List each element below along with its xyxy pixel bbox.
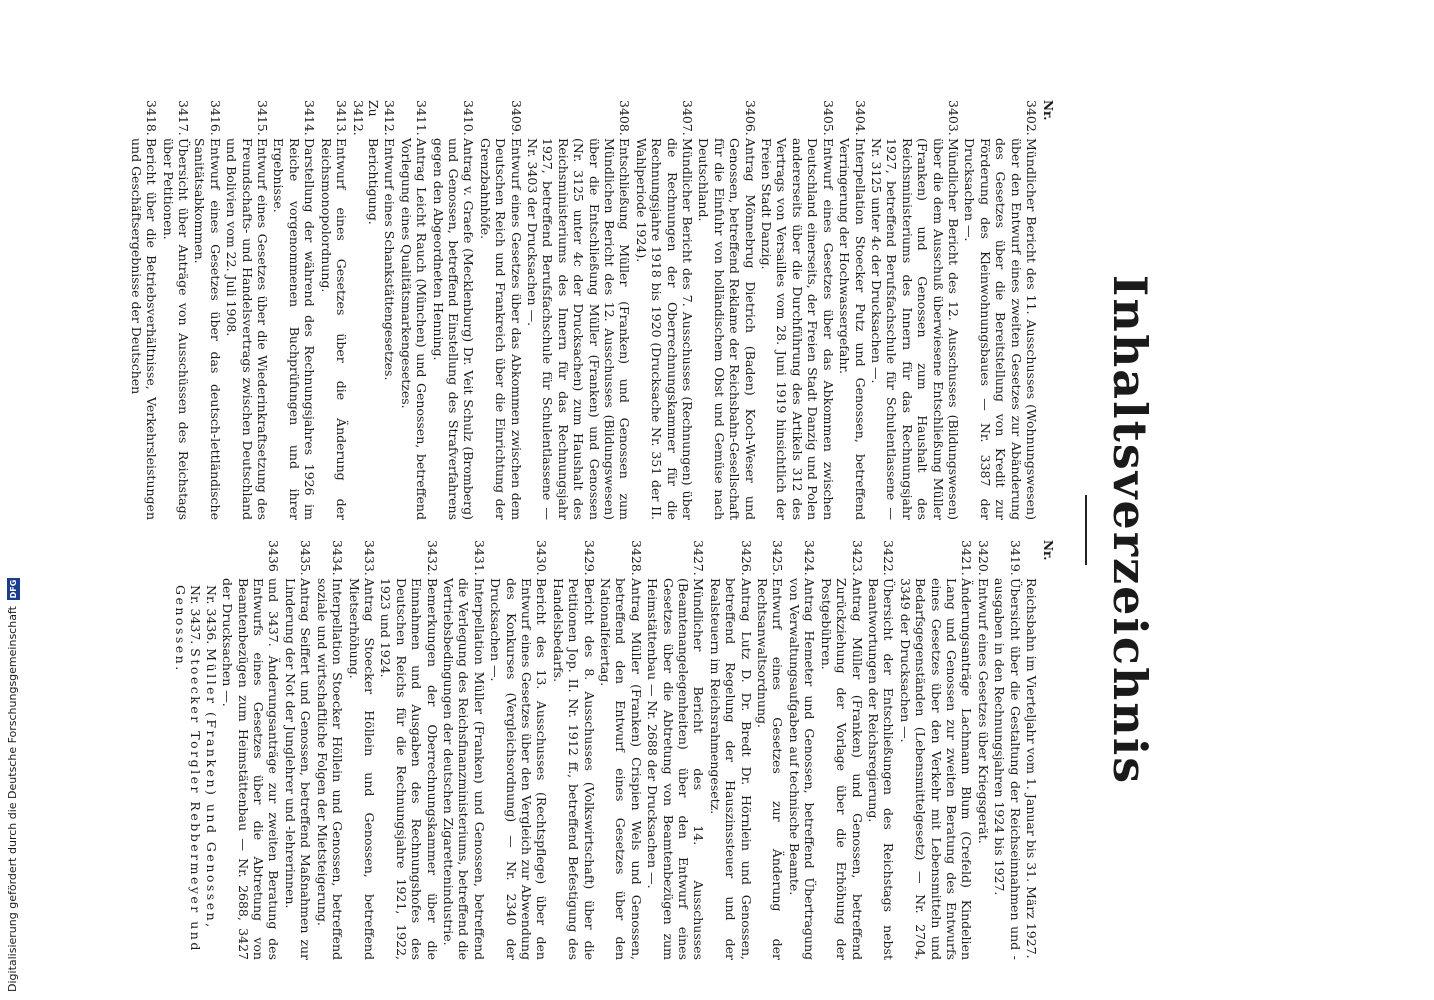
entry-number: 3404. — [852, 100, 868, 136]
entry-number: 3426. — [738, 540, 754, 576]
entry-text: Mündlicher Bericht des 12. Ausschusses (Bildungswesen) über die dem Ausschuß überwiesene Entschließung Müller (Franken) und Genossen zum Haushalt des Reichsministeriums des Innern für das Rechnungsjahr 1927, betreffend Berufsfachschule für Schulentlassene — Nr. 3125 unter 4c der Drucksachen —. — [868, 138, 961, 520]
toc-entry — [346, 540, 377, 960]
toc-entry — [897, 540, 974, 960]
entry-text: Mündlicher Bericht des 11. Ausschusses (Wohnungswesen) über den Entwurf eines zweiten Gesetzes zur Abänderung des Gesetzes über die Bereitstellung von Kredit zur Förderung des Kleinwohnungsbaues — Nr. 3387 der Drucksachen —. — [962, 138, 1039, 520]
toc-entry — [430, 100, 476, 520]
entry-number: 3431. — [471, 540, 487, 576]
toc-entry — [837, 100, 868, 520]
entry-text: Darstellung der während des Rechnungsjahres 1926 im Reiche vorgenommenen Buchprüfungen und ihrer Ergebnisse. — [271, 138, 318, 520]
toc-entry — [598, 540, 644, 960]
entry-number: 3414. — [302, 100, 318, 136]
entry-number: 3425. — [770, 540, 786, 576]
entry-number: 3411. — [414, 100, 430, 136]
entry-number: 3428. — [628, 540, 644, 576]
entry-text: Antrag Stoecker Höllein und Genossen, betreffend Mietserhöhung. — [346, 578, 377, 960]
toc-entry — [318, 100, 349, 520]
entry-number: 3434. — [330, 540, 346, 576]
entry-number: 3418. — [144, 100, 160, 136]
entry-number: 3420. — [975, 540, 991, 576]
sub-entry-label: Nr. 3436. — [203, 585, 219, 645]
toc-entry — [759, 100, 836, 520]
toc-entry — [441, 540, 487, 960]
entry-text: Übersicht der Entschließungen des Reichstags nebst Beantwortungen der Reichsregierung. — [865, 578, 897, 960]
title-rule — [1085, 495, 1087, 565]
dfg-logo-icon: DFG — [8, 579, 18, 599]
entry-number: 3405. — [820, 100, 836, 136]
entry-text: Bericht des 8. Ausschusses (Volkswirtschaft) über die Petitionen Jop. II. Nr. 1912 ff., betreffend Befestigung des Handelsbedarfs. — [550, 578, 597, 960]
toc-entry — [869, 100, 961, 520]
toc-entry — [128, 100, 159, 520]
entry-number: 3436 — [266, 540, 282, 572]
page-title: Inhaltsverzeichnis — [1103, 274, 1157, 786]
toc-entry — [271, 100, 317, 520]
sub-entry — [203, 585, 218, 960]
entry-number: 3417. — [176, 100, 192, 136]
entry-text: Reichsbahn im Vierteljahr vom 1. Januar bis 31. März 1927. — [1024, 578, 1039, 959]
toc-entry — [314, 540, 345, 960]
entry-number: 3419. — [1007, 540, 1023, 576]
sub-entry-list — [173, 540, 219, 960]
entry-text: Entwurf eines Gesetzes über das Abkommen zwischen Deutschland einerseits, der Freien Stadt Danzig und Polen andererseits über die Durchführung des Artikels 312 des Vertrags von Versailles vom 28. Juni 1919 hinsichtlich der Freien Stadt Danzig. — [759, 138, 836, 520]
toc-entry — [224, 100, 270, 520]
digitization-footer — [4, 0, 22, 992]
entry-text: Änderungsanträge Lachmann Blum (Crefeld) Kindelien Lang und Genossen zur zweiten Beratung des Entwurfs eines Gesetzes über den Verkehr mit Lebensmitteln und Bedarfsgegenständen (Lebensmittelgesetz) — Nr. 2704, 3349 der Drucksachen —. — [897, 578, 975, 960]
toc-entry — [633, 100, 695, 520]
toc-entry — [160, 100, 191, 520]
entry-number: 3429. — [581, 540, 597, 576]
entry-text: Übersicht über die Gestaltung der Reichseinnahmen und -ausgaben in den Rechnungsjahren 1924 bis 1927. — [992, 578, 1023, 960]
entry-number: 3430. — [534, 540, 550, 576]
entry-text: Antrag Müller (Franken) Crispien Wels und Genossen, betreffend den Entwurf eines Gesetzes über den Nationalfeiertag. — [598, 578, 644, 960]
entry-number: 3427. — [691, 540, 707, 576]
entry-number: 3408. — [617, 100, 633, 136]
toc-entry — [350, 100, 381, 520]
entry-text: Entschließung Müller (Franken) und Genossen zum Mündlichen Bericht des 12. Ausschusses (Bildungswesen) über die Entschließung Müller (Franken) und Genossen (Nr. 3125 unter 4c der Drucksachen) zum Haushalt des Reichsministeriums des Innern für das Rechnungsjahr 1927, betreffend Berufsfachschule für Schulentlassene — Nr. 3403 der Drucksachen —. — [525, 138, 633, 520]
nr-column-header: Nr. — [1041, 540, 1055, 561]
entry-text: Entwurf eines Gesetzes über das Abkommen zwischen dem Deutschen Reich und Frankreich über die Einrichtung der Grenzbahnhöfe. — [477, 138, 524, 520]
sub-entry-names: Stoecker Torgler Rebbermeyer und Genossen. — [173, 585, 204, 953]
entry-text: Antrag Mönnebrug Dietrich (Baden) Koch-Weser und Genossen, betreffend Reklame der Reichsbahn-Gesellschaft für die Einfuhr von holländischem Obst und Gemüse nach Deutschland. — [696, 138, 758, 520]
entry-number: 3415. — [255, 100, 271, 136]
entry-text: Antrag Lutz D. Dr. Bredt Dr. Hörnlein und Genossen, betreffend Regelung der Hauszinssteuer und der Realsteuern im Reichsrahmengesetz. — [707, 578, 754, 960]
document-page — [128, 100, 1165, 960]
entry-text: Entwurf eines Schankstättengesetzes. — [382, 138, 398, 381]
entry-text: Antrag Hemeter und Genossen, betreffend Übertragung von Verwaltungsaufgaben auf technische Beamte. — [786, 578, 818, 960]
toc-entry — [1024, 540, 1039, 960]
sub-entry-names: Müller (Franken) und Genossen, — [203, 648, 219, 930]
entry-number: 3432. — [424, 540, 440, 576]
right-entry-list — [220, 540, 1039, 960]
right-column — [173, 540, 1055, 960]
entry-text: Berichtigung. — [365, 138, 381, 225]
entry-number: 3409. — [508, 100, 524, 136]
entry-number: 3435. — [298, 540, 314, 576]
entry-number: Zu 3412. — [350, 100, 381, 136]
entry-text: Entwurf eines Gesetzes über die Wiederinkraftsetzung des Freundschafts- und Handelsvertrags zwischen Deutschland und Bolivien vom 22. Juli 1908. — [224, 138, 271, 520]
entry-number: 3406. — [742, 100, 758, 136]
toc-entry — [283, 540, 314, 960]
toc-entry — [477, 100, 523, 520]
entry-text: Entwurf eines Gesetzes zur Änderung der Rechtsanwaltsordnung. — [755, 578, 786, 960]
entry-number — [1024, 540, 1039, 578]
entry-number: 3423. — [849, 540, 865, 576]
entry-number: 3422. — [881, 540, 897, 576]
entry-number: 3424. — [802, 540, 818, 576]
entry-number: 3421. — [959, 540, 975, 576]
left-column — [127, 100, 1055, 520]
entry-text: Interpellation Stoecker Putz und Genossen, betreffend Verringerung der Hochwassergefahr. — [837, 138, 868, 520]
entry-text: Bericht über die Betriebsverhältnisse, Verkehrsleistungen und Geschäftsergebnisse der Deutschen — [128, 138, 160, 520]
entry-text: Antrag Seiffert und Genossen, betreffend Maßnahmen zur Linderung der Not der Junglehrer und -lehrerinnen. — [282, 578, 314, 960]
entry-text: Antrag Leicht Rauch (München) und Genossen, betreffend Vorlegung eines Qualitätsmarkengesetzes. — [398, 138, 430, 520]
toc-entry — [755, 540, 786, 960]
entry-text: Mündlicher Bericht des 14. Ausschusses (Beamtenangelegenheiten) über den Entwurf eines Gesetzes über die Abtretung von Beamtenbezügen zum Heimstättenbau — Nr. 2688 der Drucksachen —. — [645, 578, 707, 960]
entry-number: 3412. — [382, 100, 398, 136]
toc-entry — [787, 540, 818, 960]
toc-entry — [488, 540, 550, 960]
entry-text: Bemerkungen der Oberrechnungskammer über die Einnahmen und Ausgaben des Rechnungshofes des Deutschen Reichs für die Rechnungsjahre 1921, 1922, 1923 und 1924. — [378, 578, 440, 960]
entry-number: 3402. — [1024, 100, 1039, 136]
left-entry-list — [128, 100, 1039, 520]
toc-entry — [550, 540, 596, 960]
entry-number: 3410. — [461, 100, 477, 136]
toc-entry — [992, 540, 1023, 960]
footer-text: Digitalisierung gefördert durch die Deutsche Forschungsgemeinschaft — [6, 606, 19, 992]
sub-entry-label: Nr. 3437. — [188, 585, 204, 645]
entry-text: Interpellation Stoecker Höllein und Genossen, betreffend soziale und wirtschaftliche Folgen der Mietsteigerung. — [314, 578, 346, 960]
toc-entry — [192, 100, 223, 520]
toc-entry — [707, 540, 753, 960]
toc-entry — [382, 100, 397, 520]
toc-entry — [962, 100, 1039, 520]
toc-entry — [220, 540, 282, 960]
entry-text: Entwurf eines Gesetzes über das deutsch-lettländische Sanitätsabkommen. — [192, 138, 223, 520]
entry-text: Mündlicher Bericht des 7. Ausschusses (Rechnungen) über die Rechnungen der Oberrechnungskammer für die Rechnungsjahre 1918 bis 1920 (Drucksache Nr. 351 der II. Wahlperiode 1924). — [633, 138, 696, 520]
entry-text: Bericht des 13. Ausschusses (Rechtspflege) über den Entwurf eines Gesetzes über den Vergleich zur Abwendung des Konkurses (Vergleichsordnung) — Nr. 2340 der Drucksachen —. — [488, 578, 550, 960]
toc-entry — [818, 540, 864, 960]
toc-entry — [378, 540, 440, 960]
toc-entry — [975, 540, 990, 960]
toc-entry — [398, 100, 429, 520]
entry-text: Entwurf eines Gesetzes über die Änderung der Reichsmonopolordnung. — [318, 138, 350, 520]
entry-text: Antrag Müller (Franken) und Genossen, betreffend Zurückziehung der Vorlage über die Erhöhung der Postgebühren. — [818, 578, 865, 960]
toc-entry — [866, 540, 897, 960]
toc-entry — [696, 100, 758, 520]
entry-text: und 3437. Änderungsanträge zur zweiten Beratung des Entwurfs eines Gesetzes über die Abtretung von Beamtenbezügen zum Heimstättenbau — Nr. 2688, 3427 der Drucksachen —. — [220, 578, 282, 960]
entry-number: 3403. — [945, 100, 961, 136]
toc-entry — [645, 540, 707, 960]
entry-text: Interpellation Müller (Franken) und Genossen, betreffend die Verlegung des Reichsfinanzministeriums, betreffend die Vertriebsbedingungen der deutschen Zigarettenindustrie. — [440, 578, 487, 960]
entry-text: Entwurf eines Gesetzes über Kriegsgerät. — [975, 578, 991, 844]
entry-number: 3416. — [207, 100, 223, 136]
nr-column-header: Nr. — [1041, 100, 1055, 121]
entry-text: Antrag v. Graefe (Mecklenburg) Dr. Veit Schulz (Bromberg) und Genossen, betreffend Einstellung des Strafverfahrens gegen den Abgeordneten Henning. — [430, 138, 477, 520]
entry-number: 3433. — [361, 540, 377, 576]
entry-number: 3413. — [334, 100, 350, 136]
toc-entry — [525, 100, 633, 520]
entry-number: 3407. — [680, 100, 696, 136]
entry-text: Übersicht über Anträge von Ausschüssen des Reichstags über Petitionen. — [160, 138, 192, 520]
sub-entry — [173, 585, 204, 960]
